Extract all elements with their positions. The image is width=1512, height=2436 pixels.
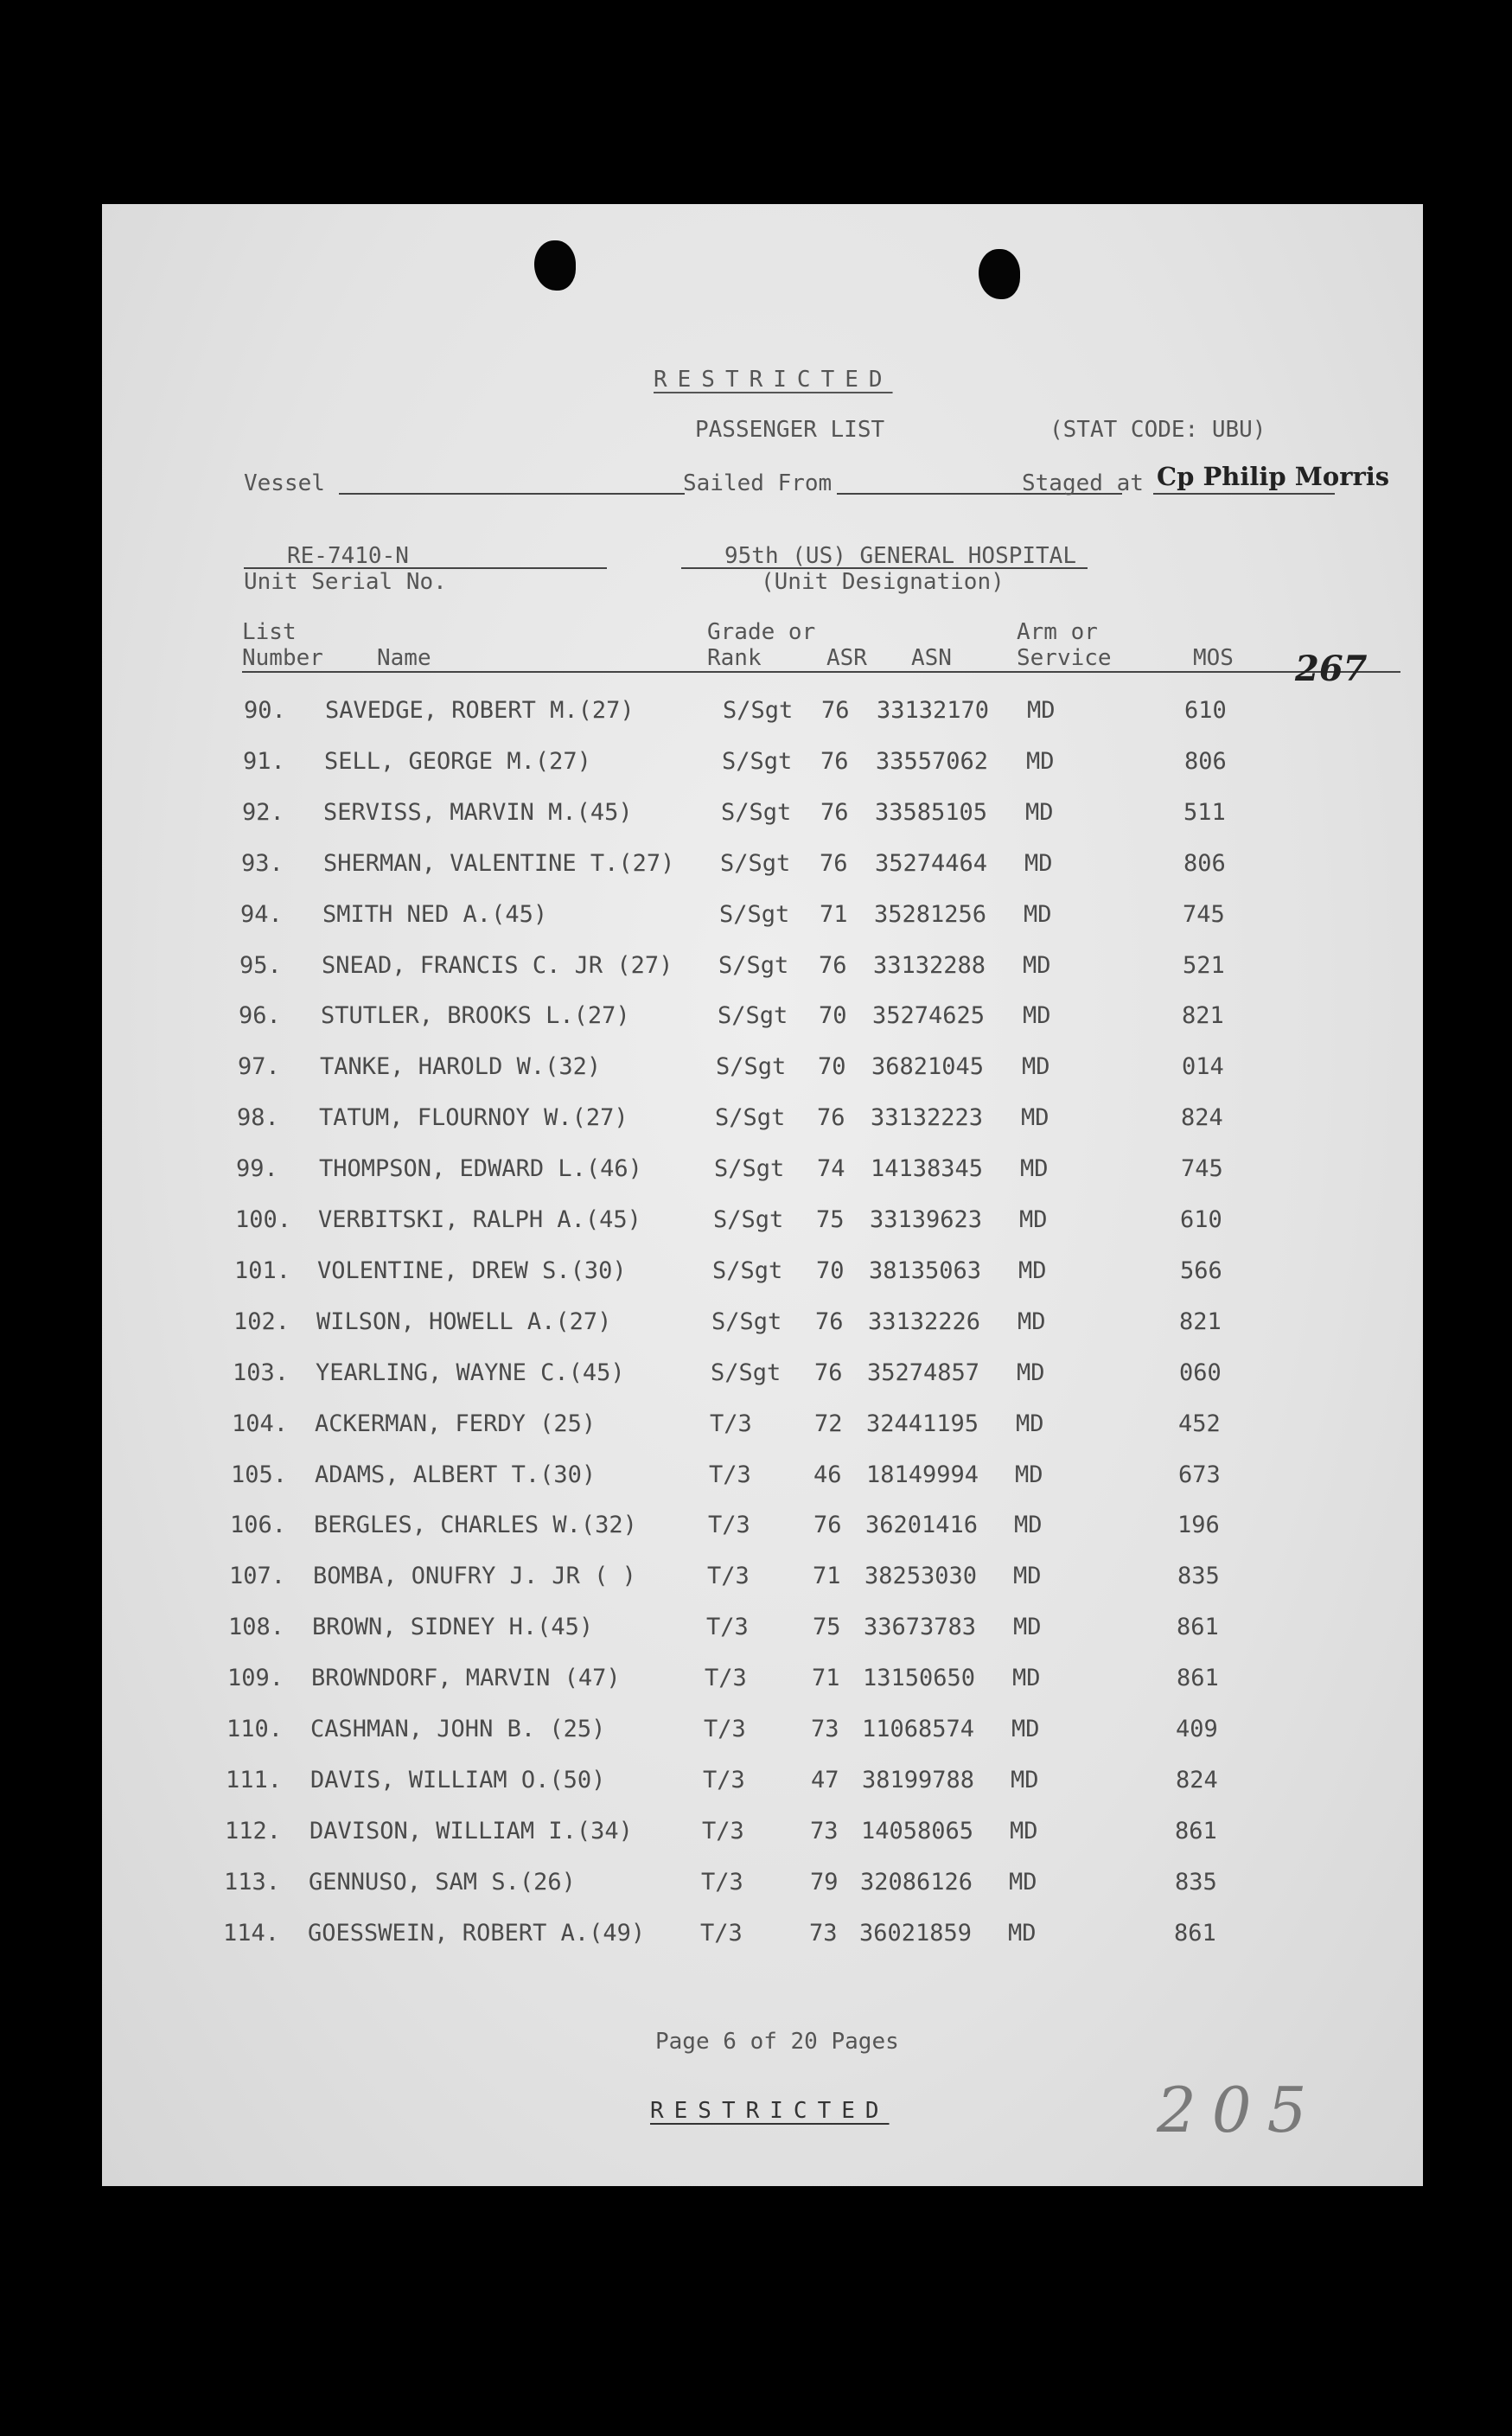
cell-rank: S/Sgt	[718, 952, 789, 979]
cell-asr: 76	[819, 952, 847, 979]
cell-num: 95.	[239, 952, 282, 979]
cell-asn: 33139623	[870, 1206, 983, 1233]
cell-rank: S/Sgt	[713, 1206, 784, 1233]
cell-name: GOESSWEIN, ROBERT A.(49)	[308, 1920, 646, 1947]
cell-mos: 610	[1180, 1206, 1222, 1233]
cell-rank: T/3	[702, 1818, 744, 1845]
cell-name: YEARLING, WAYNE C.(45)	[316, 1359, 625, 1386]
cell-asr: 73	[809, 1920, 838, 1947]
staged-at-field-line	[1153, 493, 1335, 495]
cell-num: 105.	[231, 1461, 288, 1488]
cell-num: 98.	[237, 1104, 279, 1131]
cell-name: DAVIS, WILLIAM O.(50)	[310, 1767, 606, 1793]
cell-asr: 76	[820, 748, 849, 775]
document-page	[102, 204, 1423, 2186]
cell-num: 93.	[241, 850, 284, 877]
cell-asn: 14058065	[861, 1818, 974, 1845]
cell-rank: T/3	[703, 1767, 745, 1793]
cell-num: 107.	[229, 1563, 286, 1589]
cell-asn: 33673783	[864, 1614, 977, 1640]
cell-rank: S/Sgt	[719, 901, 790, 928]
cell-asr: 76	[813, 1512, 842, 1538]
cell-mos: 806	[1184, 748, 1227, 775]
cell-asr: 75	[816, 1206, 845, 1233]
cell-name: CASHMAN, JOHN B. (25)	[310, 1716, 606, 1742]
cell-asn: 38253030	[864, 1563, 978, 1589]
cell-rank: T/3	[709, 1461, 751, 1488]
cell-rank: T/3	[707, 1563, 750, 1589]
cell-mos: 196	[1177, 1512, 1220, 1538]
cell-asn: 36201416	[865, 1512, 979, 1538]
cell-asr: 76	[821, 697, 850, 724]
cell-mos: 821	[1182, 1002, 1224, 1029]
cell-mos: 673	[1178, 1461, 1221, 1488]
cell-arm: MD	[1013, 1563, 1042, 1589]
cell-arm: MD	[1018, 1308, 1046, 1335]
cell-asr: 47	[811, 1767, 839, 1793]
cell-rank: S/Sgt	[723, 697, 794, 724]
cell-asn: 35274857	[867, 1359, 980, 1386]
cell-num: 103.	[233, 1359, 290, 1386]
cell-rank: S/Sgt	[720, 850, 791, 877]
cell-num: 112.	[225, 1818, 282, 1845]
cell-asn: 38199788	[862, 1767, 975, 1793]
cell-asn: 33132223	[871, 1104, 984, 1131]
cell-rank: T/3	[701, 1869, 743, 1896]
cell-asr: 75	[813, 1614, 841, 1640]
cell-num: 106.	[230, 1512, 287, 1538]
cell-mos: 861	[1175, 1818, 1217, 1845]
cell-asn: 33132288	[873, 952, 986, 979]
cell-rank: T/3	[705, 1665, 747, 1691]
cell-name: BERGLES, CHARLES W.(32)	[314, 1512, 637, 1538]
cell-name: SAVEDGE, ROBERT M.(27)	[325, 697, 635, 724]
cell-name: SNEAD, FRANCIS C. JR (27)	[322, 952, 673, 979]
cell-name: SERVISS, MARVIN M.(45)	[323, 799, 633, 826]
cell-asr: 72	[814, 1410, 843, 1437]
cell-mos: 745	[1181, 1155, 1223, 1182]
cell-name: DAVISON, WILLIAM I.(34)	[309, 1818, 633, 1845]
cell-num: 104.	[232, 1410, 289, 1437]
cell-name: BROWNDORF, MARVIN (47)	[311, 1665, 621, 1691]
cell-arm: MD	[1019, 1206, 1048, 1233]
col-mos: MOS	[1193, 645, 1234, 671]
cell-mos: 745	[1183, 901, 1225, 928]
cell-asn: 18149994	[866, 1461, 979, 1488]
cell-rank: T/3	[700, 1920, 743, 1947]
punch-hole-right	[979, 249, 1020, 299]
col-asr: ASR	[826, 645, 867, 671]
document-title: PASSENGER LIST	[695, 417, 885, 443]
header-rule	[242, 671, 1400, 673]
cell-arm: MD	[1010, 1818, 1038, 1845]
cell-asr: 71	[820, 901, 848, 928]
cell-name: TANKE, HAROLD W.(32)	[320, 1053, 602, 1080]
cell-rank: S/Sgt	[714, 1155, 785, 1182]
cell-num: 114.	[223, 1920, 280, 1947]
cell-name: TATUM, FLOURNOY W.(27)	[319, 1104, 628, 1131]
cell-rank: S/Sgt	[716, 1053, 787, 1080]
cell-rank: T/3	[704, 1716, 746, 1742]
cell-mos: 835	[1177, 1563, 1220, 1589]
cell-mos: 409	[1176, 1716, 1218, 1742]
cell-arm: MD	[1026, 748, 1055, 775]
cell-num: 96.	[239, 1002, 281, 1029]
cell-mos: 452	[1178, 1410, 1221, 1437]
cell-arm: MD	[1025, 799, 1054, 826]
cell-asr: 70	[818, 1053, 846, 1080]
cell-num: 102.	[233, 1308, 290, 1335]
cell-asn: 13150650	[863, 1665, 976, 1691]
cell-arm: MD	[1018, 1257, 1047, 1284]
cell-rank: T/3	[706, 1614, 749, 1640]
cell-num: 113.	[224, 1869, 281, 1896]
cell-num: 92.	[242, 799, 284, 826]
cell-rank: S/Sgt	[718, 1002, 788, 1029]
cell-mos: 824	[1176, 1767, 1218, 1793]
punch-hole-left	[534, 240, 576, 291]
cell-mos: 861	[1177, 1665, 1219, 1691]
stamp-number: 267	[1295, 649, 1368, 689]
cell-mos: 610	[1184, 697, 1227, 724]
cell-arm: MD	[1014, 1512, 1043, 1538]
cell-rank: T/3	[710, 1410, 752, 1437]
unit-serial-value: RE-7410-N	[287, 543, 409, 569]
cell-arm: MD	[1016, 1410, 1044, 1437]
cell-asn: 32441195	[866, 1410, 979, 1437]
cell-num: 110.	[226, 1716, 284, 1742]
cell-arm: MD	[1027, 697, 1056, 724]
cell-asr: 76	[820, 799, 849, 826]
cell-num: 90.	[244, 697, 286, 724]
cell-mos: 861	[1177, 1614, 1219, 1640]
cell-num: 108.	[228, 1614, 285, 1640]
cell-asn: 35281256	[874, 901, 987, 928]
staged-at-value: Cp Philip Morris	[1157, 462, 1390, 491]
cell-num: 109.	[227, 1665, 284, 1691]
cell-rank: S/Sgt	[722, 748, 793, 775]
handwritten-number: 205	[1157, 2074, 1323, 2146]
cell-name: THOMPSON, EDWARD L.(46)	[319, 1155, 642, 1182]
cell-asr: 76	[820, 850, 848, 877]
cell-num: 91.	[243, 748, 285, 775]
cell-num: 97.	[238, 1053, 280, 1080]
cell-arm: MD	[1024, 850, 1053, 877]
cell-asn: 35274464	[875, 850, 988, 877]
cell-name: ADAMS, ALBERT T.(30)	[315, 1461, 597, 1488]
col-list-number-2: Number	[242, 645, 323, 671]
cell-mos: 861	[1174, 1920, 1216, 1947]
staged-at-label: Staged at	[1022, 470, 1144, 496]
sailed-from-label: Sailed From	[683, 470, 833, 496]
cell-mos: 835	[1175, 1869, 1217, 1896]
unit-designation-value: 95th (US) GENERAL HOSPITAL	[724, 543, 1076, 569]
cell-rank: S/Sgt	[711, 1359, 782, 1386]
col-asn: ASN	[911, 645, 952, 671]
col-list-number-1: List	[242, 619, 297, 645]
cell-name: SHERMAN, VALENTINE T.(27)	[323, 850, 675, 877]
cell-asr: 76	[815, 1308, 844, 1335]
cell-asr: 79	[810, 1869, 839, 1896]
restricted-heading-top: RESTRICTED	[654, 367, 893, 393]
cell-asn: 36821045	[871, 1053, 985, 1080]
cell-num: 100.	[235, 1206, 292, 1233]
restricted-heading-bottom: RESTRICTED	[650, 2098, 890, 2124]
cell-asr: 74	[817, 1155, 845, 1182]
vessel-label: Vessel	[244, 470, 325, 496]
cell-asn: 33557062	[876, 748, 989, 775]
stat-code: (STAT CODE: UBU)	[1049, 417, 1266, 443]
cell-arm: MD	[1020, 1155, 1049, 1182]
cell-asn: 11068574	[862, 1716, 975, 1742]
cell-name: VERBITSKI, RALPH A.(45)	[318, 1206, 641, 1233]
cell-arm: MD	[1009, 1869, 1037, 1896]
col-arm-2: Service	[1017, 645, 1112, 671]
cell-num: 94.	[240, 901, 283, 928]
cell-asr: 73	[811, 1716, 839, 1742]
cell-name: SELL, GEORGE M.(27)	[324, 748, 591, 775]
cell-arm: MD	[1013, 1614, 1042, 1640]
cell-mos: 060	[1179, 1359, 1222, 1386]
cell-name: BOMBA, ONUFRY J. JR ( )	[313, 1563, 636, 1589]
cell-asr: 46	[813, 1461, 842, 1488]
cell-num: 101.	[234, 1257, 291, 1284]
cell-arm: MD	[1017, 1359, 1045, 1386]
cell-asn: 33585105	[875, 799, 988, 826]
cell-asr: 70	[816, 1257, 845, 1284]
unit-serial-label: Unit Serial No.	[244, 569, 447, 595]
cell-num: 111.	[226, 1767, 283, 1793]
cell-asn: 33132226	[868, 1308, 981, 1335]
cell-asn: 35274625	[872, 1002, 986, 1029]
col-name: Name	[377, 645, 431, 671]
cell-name: ACKERMAN, FERDY (25)	[315, 1410, 597, 1437]
col-grade-1: Grade or	[707, 619, 816, 645]
cell-arm: MD	[1023, 1002, 1051, 1029]
cell-mos: 511	[1183, 799, 1226, 826]
cell-rank: S/Sgt	[711, 1308, 782, 1335]
cell-rank: T/3	[708, 1512, 750, 1538]
cell-asr: 71	[813, 1563, 841, 1589]
cell-mos: 521	[1183, 952, 1225, 979]
col-grade-2: Rank	[707, 645, 762, 671]
cell-asr: 70	[819, 1002, 847, 1029]
cell-rank: S/Sgt	[721, 799, 792, 826]
unit-designation-label: (Unit Designation)	[761, 569, 1005, 595]
cell-arm: MD	[1021, 1104, 1049, 1131]
cell-name: GENNUSO, SAM S.(26)	[309, 1869, 576, 1896]
cell-asn: 36021859	[859, 1920, 973, 1947]
cell-arm: MD	[1011, 1716, 1040, 1742]
cell-arm: MD	[1011, 1767, 1039, 1793]
vessel-field-line	[339, 493, 685, 495]
cell-name: STUTLER, BROOKS L.(27)	[321, 1002, 630, 1029]
cell-name: BROWN, SIDNEY H.(45)	[312, 1614, 594, 1640]
cell-num: 99.	[236, 1155, 278, 1182]
cell-asn: 14138345	[871, 1155, 984, 1182]
cell-asr: 73	[810, 1818, 839, 1845]
col-arm-1: Arm or	[1017, 619, 1098, 645]
cell-name: VOLENTINE, DREW S.(30)	[317, 1257, 627, 1284]
cell-arm: MD	[1015, 1461, 1043, 1488]
cell-arm: MD	[1008, 1920, 1037, 1947]
cell-mos: 821	[1179, 1308, 1222, 1335]
page-indicator: Page 6 of 20 Pages	[655, 2029, 899, 2055]
cell-name: SMITH NED A.(45)	[322, 901, 548, 928]
cell-rank: S/Sgt	[712, 1257, 783, 1284]
cell-arm: MD	[1024, 901, 1052, 928]
cell-asn: 38135063	[869, 1257, 982, 1284]
cell-asn: 33132170	[877, 697, 990, 724]
cell-rank: S/Sgt	[715, 1104, 786, 1131]
cell-asr: 71	[812, 1665, 840, 1691]
cell-asr: 76	[814, 1359, 843, 1386]
cell-arm: MD	[1023, 952, 1051, 979]
cell-arm: MD	[1022, 1053, 1050, 1080]
cell-asn: 32086126	[860, 1869, 973, 1896]
cell-mos: 806	[1183, 850, 1226, 877]
cell-arm: MD	[1012, 1665, 1041, 1691]
cell-name: WILSON, HOWELL A.(27)	[316, 1308, 612, 1335]
cell-mos: 566	[1180, 1257, 1222, 1284]
cell-mos: 824	[1181, 1104, 1223, 1131]
cell-mos: 014	[1182, 1053, 1224, 1080]
cell-asr: 76	[817, 1104, 845, 1131]
